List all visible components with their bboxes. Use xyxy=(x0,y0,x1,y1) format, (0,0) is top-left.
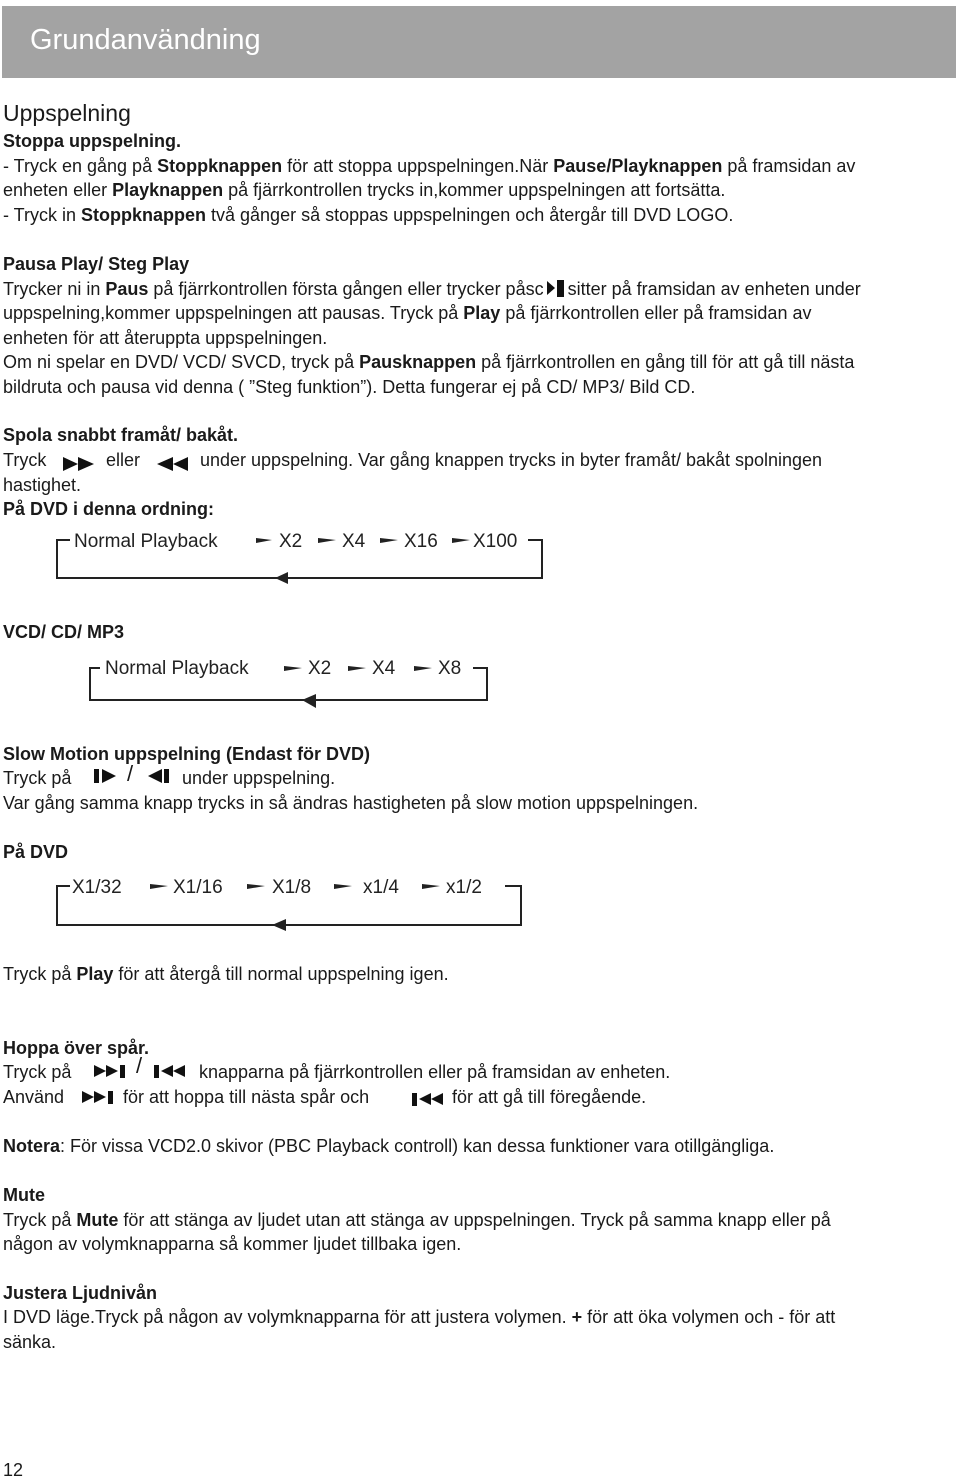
stop-line-1: - Tryck en gång på Stoppknappen för att stoppa uppspelningen.När Pause/Playknappen på framsidan av xyxy=(3,156,856,176)
slow-speed-diagram xyxy=(50,871,530,937)
dvd-step-4: X100 xyxy=(473,531,518,552)
ff-line-1-tryck: Tryck xyxy=(3,450,47,470)
page-number: 12 xyxy=(3,1460,24,1480)
vcd-step-3: X8 xyxy=(438,658,462,679)
next-track-icon xyxy=(92,1061,130,1081)
dvd-step-1: X2 xyxy=(279,531,303,552)
previous-track-icon-2 xyxy=(408,1089,446,1109)
slow-line-1-a: Tryck på xyxy=(3,768,72,788)
dvd-step-0: Normal Playback xyxy=(74,531,218,552)
page-header xyxy=(2,6,956,78)
slow-slash: / xyxy=(127,761,134,786)
skip-line-2-b: för att hoppa till nästa spår och xyxy=(123,1087,370,1107)
stop-line-3: - Tryck in Stoppknappen två gånger så stoppas uppspelningen och återgår till DVD LOGO. xyxy=(3,205,734,225)
ff-heading: Spola snabbt framåt/ bakåt. xyxy=(3,425,239,445)
vcd-speed-diagram xyxy=(80,652,500,716)
play-pause-icon xyxy=(545,278,567,298)
volume-line-1: I DVD läge.Tryck på någon av volymknapparna för att justera volymen. + för att öka volymen och - för att xyxy=(3,1307,836,1327)
slow-dvd-heading: På DVD xyxy=(3,842,69,862)
volume-heading: Justera Ljudnivån xyxy=(3,1283,158,1303)
pause-line-2: uppspelning,kommer uppspelningen att pausas. Tryck på Play på fjärrkontrollen eller på framsidan av xyxy=(3,303,812,323)
stop-line-2: enheten eller Playknappen på fjärrkontrollen trycks in,kommer uppspelningen att fortsätta. xyxy=(3,180,726,200)
pause-line-5: bildruta och pausa vid denna ( ”Steg funktion”). Detta fungerar ej på CD/ MP3/ Bild CD. xyxy=(3,377,696,397)
dvd-speed-diagram xyxy=(50,526,550,590)
mute-line-2: någon av volymknapparna så kommer ljudet tillbaka igen. xyxy=(3,1234,462,1254)
skip-slash: / xyxy=(136,1053,143,1078)
rewind-icon xyxy=(155,455,189,473)
slow-line-3: Tryck på Play för att återgå till normal uppspelning igen. xyxy=(3,964,449,984)
pause-line-4: Om ni spelar en DVD/ VCD/ SVCD, tryck på Pausknappen på fjärrkontrollen en gång till för att gå till nästa xyxy=(3,352,855,372)
pause-heading: Pausa Play/ Steg Play xyxy=(3,254,190,274)
ff-line-1-rest: under uppspelning. Var gång knappen trycks in byter framåt/ bakåt spolningen xyxy=(200,450,823,470)
next-track-icon-2 xyxy=(80,1087,118,1107)
vcd-step-1: X2 xyxy=(308,658,332,679)
note-line: Notera: För vissa VCD2.0 skivor (PBC Playback controll) kan dessa funktioner vara otillgängliga. xyxy=(3,1136,775,1156)
slow-line-1-b: under uppspelning. xyxy=(182,768,336,788)
slow-line-2: Var gång samma knapp trycks in så ändras hastigheten på slow motion uppspelningen. xyxy=(3,793,699,813)
vcd-step-0: Normal Playback xyxy=(105,658,249,679)
slow-reverse-icon xyxy=(142,766,172,786)
skip-line-1-b: knapparna på fjärrkontrollen eller på framsidan av enheten. xyxy=(199,1062,671,1082)
page-header-title: Grundanvändning xyxy=(30,24,261,56)
mute-line-1: Tryck på Mute för att stänga av ljudet utan att stänga av uppspelningen. Tryck på samma knapp eller på xyxy=(3,1210,831,1230)
slow-forward-icon xyxy=(92,766,122,786)
volume-line-2: sänka. xyxy=(3,1332,57,1352)
stop-heading: Stoppa uppspelning. xyxy=(3,131,181,151)
ff-line-2: hastighet. xyxy=(3,475,82,495)
pause-line-3: enheten för att återuppta uppspelningen. xyxy=(3,328,328,348)
dvd-step-2: X4 xyxy=(342,531,366,552)
previous-track-icon xyxy=(150,1061,188,1081)
mute-heading: Mute xyxy=(3,1185,45,1205)
skip-line-2-c: för att gå till föregående. xyxy=(452,1087,647,1107)
dvd-order-heading: På DVD i denna ordning: xyxy=(3,499,215,519)
slow-step-1: X1/16 xyxy=(173,877,223,898)
slow-step-3: x1/4 xyxy=(363,877,399,898)
skip-line-1-a: Tryck på xyxy=(3,1062,72,1082)
section-title: Uppspelning xyxy=(3,100,131,126)
dvd-step-3: X16 xyxy=(404,531,438,552)
slow-step-4: x1/2 xyxy=(446,877,482,898)
vcd-heading: VCD/ CD/ MP3 xyxy=(3,622,125,642)
vcd-step-2: X4 xyxy=(372,658,396,679)
slow-step-0: X1/32 xyxy=(72,877,122,898)
skip-heading: Hoppa över spår. xyxy=(3,1038,150,1058)
fast-forward-icon xyxy=(62,455,96,473)
skip-line-2-a: Använd xyxy=(3,1087,65,1107)
slow-step-2: X1/8 xyxy=(272,877,312,898)
slow-heading: Slow Motion uppspelning (Endast för DVD) xyxy=(3,744,370,764)
pause-line-1: Trycker ni in Paus på fjärrkontrollen första gången eller trycker påsc sitter på framsidan av enheten under xyxy=(3,279,861,299)
ff-line-1-eller: eller xyxy=(106,450,141,470)
